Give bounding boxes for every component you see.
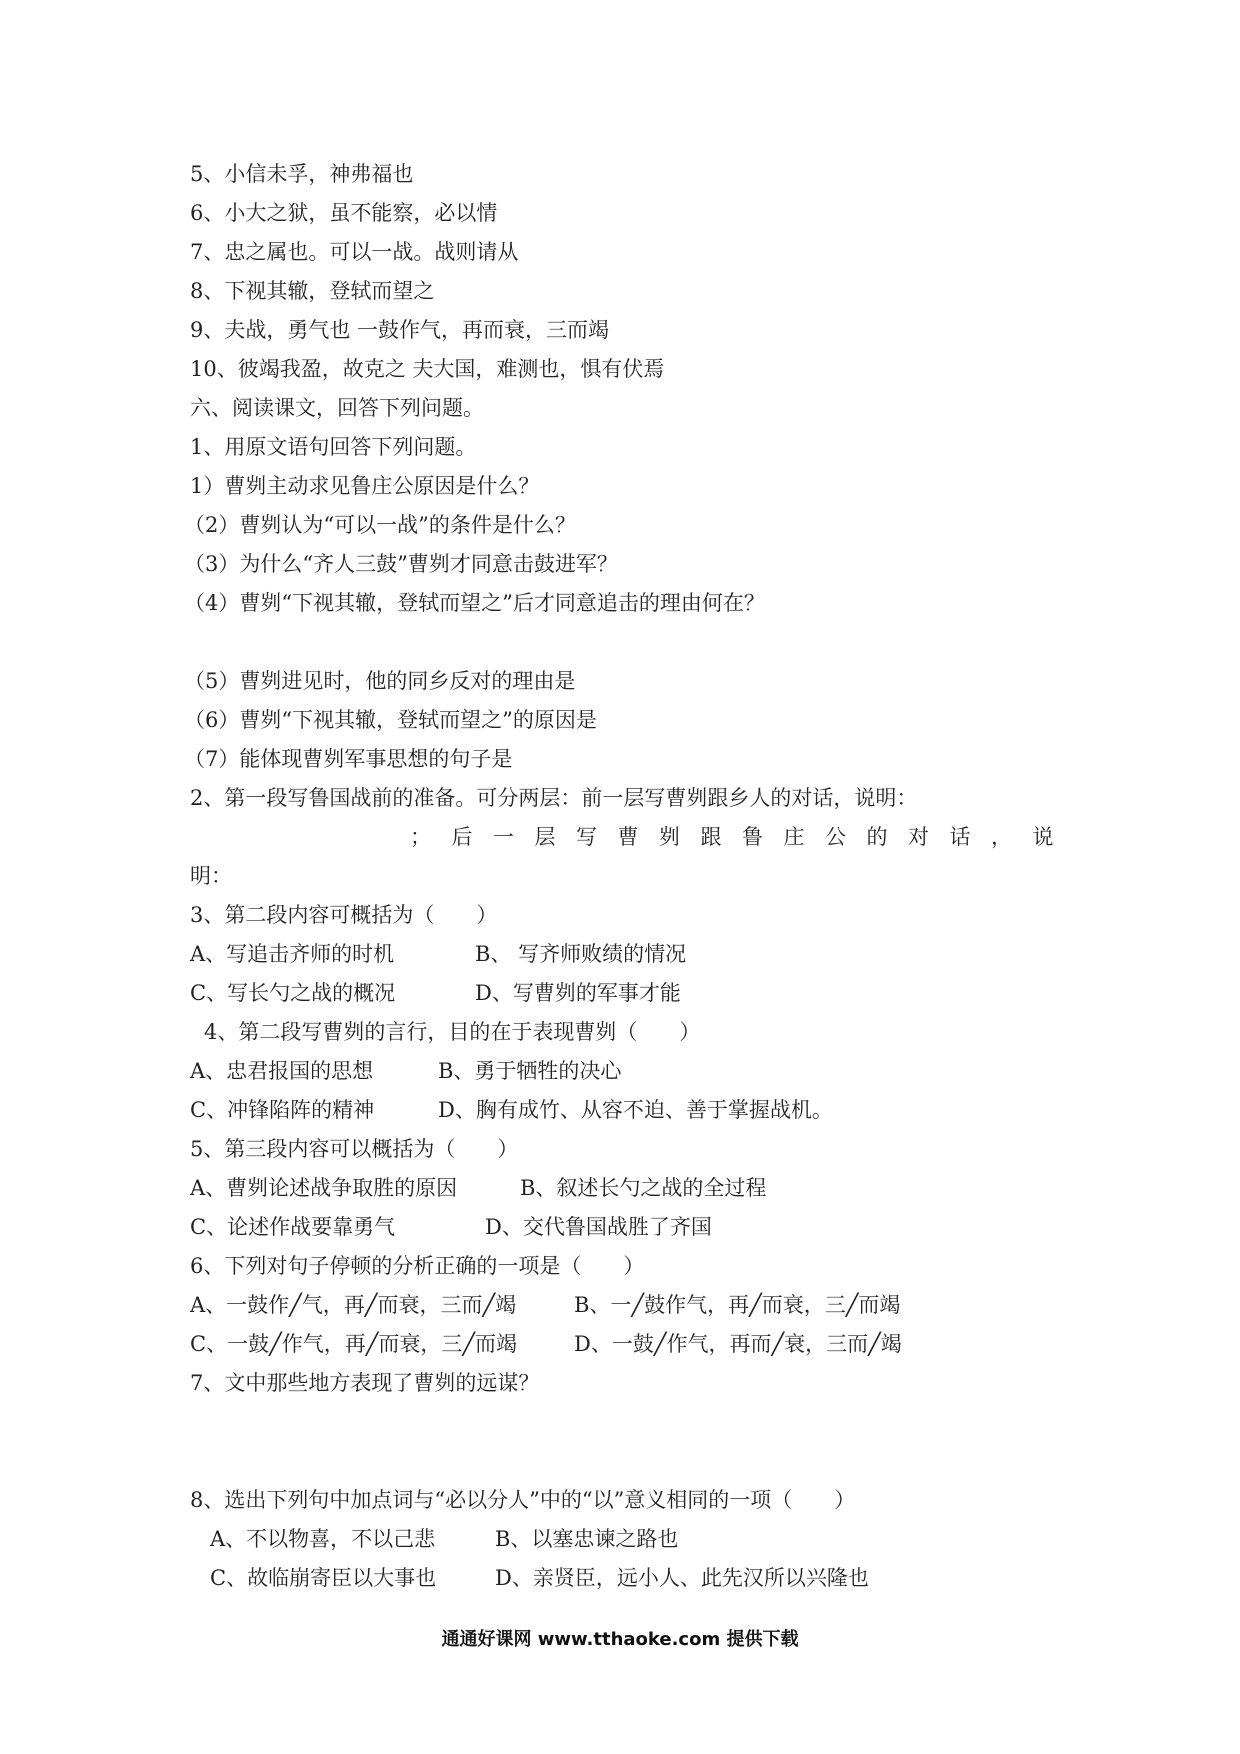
option-c: C、故临崩寄臣以大事也 [210, 1566, 437, 1590]
line-item-6: 6、小大之狱，虽不能察，必以情 [190, 201, 498, 225]
option-c: C、论述作战要靠勇气 [190, 1215, 396, 1239]
option-a: A、不以物喜，不以己悲 [210, 1527, 436, 1551]
question-4: 4、第二段写曹刿的言行，目的在于表现曹刿（ ） [204, 1020, 701, 1044]
option-d: D、一鼓╱作气，再而╱衰，三而╱竭 [574, 1332, 902, 1356]
option-c: C、一鼓╱作气，再╱而衰，三╱而竭 [190, 1332, 517, 1356]
option-d: D、写曹刿的军事才能 [475, 981, 681, 1005]
question-1-2: （2）曹刿认为“可以一战”的条件是什么？ [184, 513, 576, 537]
question-2-continuation: ；后一层写曹刿跟鲁庄公的对话，说 [410, 825, 1074, 849]
option-b: B、以塞忠谏之路也 [495, 1527, 679, 1551]
option-c: C、写长勺之战的概况 [190, 981, 396, 1005]
option-a: A、忠君报国的思想 [190, 1059, 374, 1083]
question-1: 1、用原文语句回答下列问题。 [190, 435, 477, 459]
line-item-5: 5、小信未孚，神弗福也 [190, 162, 414, 186]
question-5: 5、第三段内容可以概括为（ ） [190, 1137, 519, 1161]
question-2: 2、第一段写鲁国战前的准备。可分两层：前一层写曹刿跟乡人的对话，说明： [190, 786, 918, 810]
page-footer: 通通好课网 www.tthaoke.com 提供下载 [441, 1629, 799, 1650]
question-1-4: （4）曹刿“下视其辙，登轼而望之”后才同意追击的理由何在？ [184, 591, 765, 615]
question-1-5: （5）曹刿进见时，他的同乡反对的理由是 [184, 669, 576, 693]
question-2-end: 明： [190, 864, 232, 888]
option-b: B、一╱鼓作气，再╱而衰，三╱而竭 [574, 1293, 901, 1317]
option-a: A、曹刿论述战争取胜的原因 [190, 1176, 458, 1200]
question-8: 8、选出下列句中加点词与“必以分人”中的“以”意义相同的一项（ ） [190, 1488, 856, 1512]
question-6: 6、下列对句子停顿的分析正确的一项是（ ） [190, 1254, 645, 1278]
question-1-7: （7）能体现曹刿军事思想的句子是 [184, 747, 513, 771]
option-a: A、一鼓作╱气，再╱而衰，三而╱竭 [190, 1293, 517, 1317]
line-item-8: 8、下视其辙，登轼而望之 [190, 279, 435, 303]
question-7: 7、文中那些地方表现了曹刿的远谋？ [190, 1371, 540, 1395]
option-b: B、 写齐师败绩的情况 [475, 942, 687, 966]
option-c: C、冲锋陷阵的精神 [190, 1098, 375, 1122]
question-1-3: （3）为什么“齐人三鼓”曹刿才同意击鼓进军？ [184, 552, 618, 576]
option-b: B、叙述长勺之战的全过程 [520, 1176, 767, 1200]
line-item-7: 7、忠之属也。可以一战。战则请从 [190, 240, 519, 264]
question-3: 3、第二段内容可概括为（ ） [190, 903, 498, 927]
option-d: D、交代鲁国战胜了齐国 [485, 1215, 712, 1239]
section-heading: 六、阅读课文，回答下列问题。 [190, 396, 484, 420]
line-item-10: 10、彼竭我盈，故克之 夫大国，难测也，惧有伏焉 [190, 357, 665, 381]
line-item-9: 9、夫战，勇气也 一鼓作气，再而衰，三而竭 [190, 318, 610, 342]
question-1-1: 1）曹刿主动求见鲁庄公原因是什么？ [190, 474, 540, 498]
option-a: A、写追击齐师的时机 [190, 942, 395, 966]
question-1-6: （6）曹刿“下视其辙，登轼而望之”的原因是 [184, 708, 597, 732]
option-d: D、亲贤臣，远小人、此先汉所以兴隆也 [495, 1566, 869, 1590]
option-b: B、勇于牺牲的决心 [438, 1059, 622, 1083]
option-d: D、胸有成竹、从容不迫、善于掌握战机。 [438, 1098, 833, 1122]
